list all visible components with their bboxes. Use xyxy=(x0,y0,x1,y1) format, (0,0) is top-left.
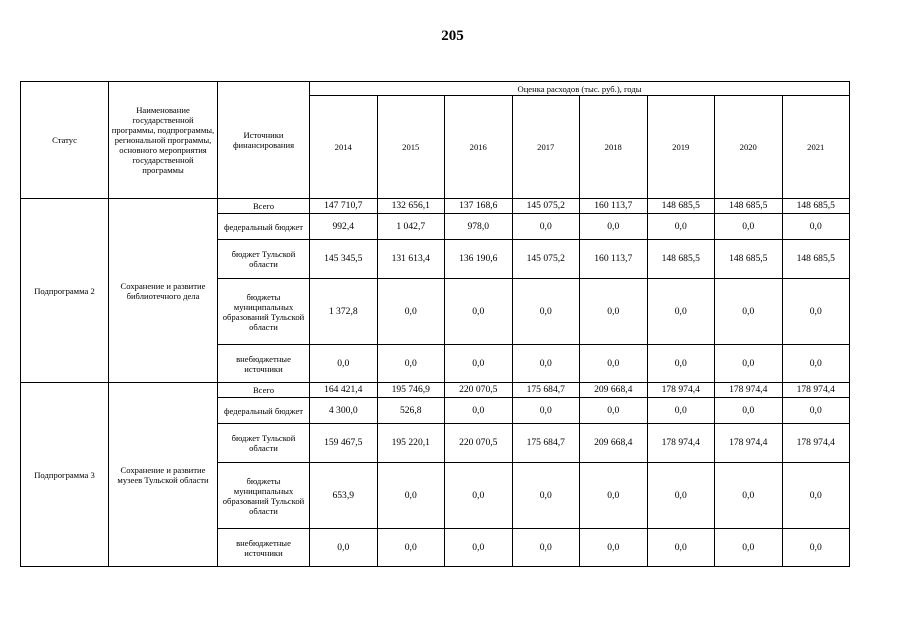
value-cell: 992,4 xyxy=(310,214,378,240)
funding-source-cell: Всего xyxy=(218,383,310,398)
value-cell: 0,0 xyxy=(445,529,513,567)
value-cell: 0,0 xyxy=(512,345,580,383)
value-cell: 148 685,5 xyxy=(647,240,715,279)
value-cell: 145 075,2 xyxy=(512,199,580,214)
value-cell: 178 974,4 xyxy=(715,424,783,463)
table-row xyxy=(21,383,850,398)
value-cell: 137 168,6 xyxy=(445,199,513,214)
value-cell: 0,0 xyxy=(445,345,513,383)
funding-source-cell: внебюджетные источники xyxy=(218,345,310,383)
value-cell: 0,0 xyxy=(782,463,850,529)
value-cell: 0,0 xyxy=(512,529,580,567)
value-cell: 4 300,0 xyxy=(310,398,378,424)
value-cell: 0,0 xyxy=(782,345,850,383)
value-cell: 178 974,4 xyxy=(715,383,783,398)
subprogram-status-cell: Подпрограмма 2 xyxy=(21,199,109,383)
value-cell: 175 684,7 xyxy=(512,383,580,398)
table-row xyxy=(21,199,850,214)
value-cell: 209 668,4 xyxy=(580,383,648,398)
value-cell: 148 685,5 xyxy=(782,199,850,214)
value-cell: 0,0 xyxy=(715,463,783,529)
value-cell: 0,0 xyxy=(782,398,850,424)
value-cell: 0,0 xyxy=(715,279,783,345)
value-cell: 0,0 xyxy=(715,398,783,424)
value-cell: 1 042,7 xyxy=(377,214,445,240)
funding-source-cell: бюджет Тульской области xyxy=(218,424,310,463)
value-cell: 160 113,7 xyxy=(580,240,648,279)
header-program-name: Наименование государственной программы, подпрограммы, региональной программы, основного мероприятия государственной программы xyxy=(109,82,218,199)
value-cell: 0,0 xyxy=(580,214,648,240)
funding-source-cell: бюджет Тульской области xyxy=(218,240,310,279)
funding-source-cell: федеральный бюджет xyxy=(218,398,310,424)
header-sources: Источники финансирования xyxy=(218,82,310,199)
value-cell: 148 685,5 xyxy=(715,240,783,279)
value-cell: 147 710,7 xyxy=(310,199,378,214)
value-cell: 195 746,9 xyxy=(377,383,445,398)
header-year: 2015 xyxy=(377,96,445,199)
value-cell: 0,0 xyxy=(782,279,850,345)
header-status: Статус xyxy=(21,82,109,199)
value-cell: 0,0 xyxy=(647,279,715,345)
header-year: 2018 xyxy=(580,96,648,199)
subprogram-name-cell: Сохранение и развитие библиотечного дела xyxy=(109,199,218,383)
budget-table xyxy=(20,81,850,567)
header-year: 2017 xyxy=(512,96,580,199)
value-cell: 178 974,4 xyxy=(647,383,715,398)
value-cell: 0,0 xyxy=(512,463,580,529)
value-cell: 0,0 xyxy=(377,279,445,345)
value-cell: 0,0 xyxy=(445,398,513,424)
header-year: 2020 xyxy=(715,96,783,199)
value-cell: 0,0 xyxy=(580,345,648,383)
header-year: 2016 xyxy=(445,96,513,199)
value-cell: 0,0 xyxy=(580,529,648,567)
value-cell: 0,0 xyxy=(580,463,648,529)
funding-source-cell: бюджеты муниципальных образований Тульской области xyxy=(218,279,310,345)
value-cell: 0,0 xyxy=(647,398,715,424)
value-cell: 195 220,1 xyxy=(377,424,445,463)
value-cell: 0,0 xyxy=(647,529,715,567)
value-cell: 175 684,7 xyxy=(512,424,580,463)
value-cell: 160 113,7 xyxy=(580,199,648,214)
value-cell: 164 421,4 xyxy=(310,383,378,398)
value-cell: 131 613,4 xyxy=(377,240,445,279)
value-cell: 136 190,6 xyxy=(445,240,513,279)
value-cell: 0,0 xyxy=(310,529,378,567)
value-cell: 132 656,1 xyxy=(377,199,445,214)
page-number: 205 xyxy=(441,28,464,44)
value-cell: 0,0 xyxy=(310,345,378,383)
value-cell: 1 372,8 xyxy=(310,279,378,345)
value-cell: 0,0 xyxy=(512,279,580,345)
value-cell: 0,0 xyxy=(715,345,783,383)
value-cell: 0,0 xyxy=(445,463,513,529)
value-cell: 148 685,5 xyxy=(715,199,783,214)
subprogram-status-cell: Подпрограмма 3 xyxy=(21,383,109,567)
value-cell: 220 070,5 xyxy=(445,383,513,398)
value-cell: 978,0 xyxy=(445,214,513,240)
value-cell: 159 467,5 xyxy=(310,424,378,463)
value-cell: 0,0 xyxy=(782,529,850,567)
funding-source-cell: Всего xyxy=(218,199,310,214)
value-cell: 209 668,4 xyxy=(580,424,648,463)
value-cell: 526,8 xyxy=(377,398,445,424)
header-row-top xyxy=(21,82,850,96)
value-cell: 0,0 xyxy=(377,529,445,567)
funding-source-cell: внебюджетные источники xyxy=(218,529,310,567)
value-cell: 0,0 xyxy=(715,214,783,240)
value-cell: 653,9 xyxy=(310,463,378,529)
header-year: 2021 xyxy=(782,96,850,199)
header-estimate: Оценка расходов (тыс. руб.), годы xyxy=(310,82,850,96)
value-cell: 0,0 xyxy=(580,398,648,424)
value-cell: 0,0 xyxy=(647,463,715,529)
value-cell: 148 685,5 xyxy=(647,199,715,214)
value-cell: 178 974,4 xyxy=(647,424,715,463)
value-cell: 0,0 xyxy=(715,529,783,567)
value-cell: 178 974,4 xyxy=(782,424,850,463)
header-year: 2014 xyxy=(310,96,378,199)
value-cell: 145 345,5 xyxy=(310,240,378,279)
value-cell: 220 070,5 xyxy=(445,424,513,463)
value-cell: 0,0 xyxy=(580,279,648,345)
value-cell: 0,0 xyxy=(512,214,580,240)
value-cell: 178 974,4 xyxy=(782,383,850,398)
value-cell: 0,0 xyxy=(647,214,715,240)
value-cell: 0,0 xyxy=(782,214,850,240)
value-cell: 148 685,5 xyxy=(782,240,850,279)
value-cell: 0,0 xyxy=(647,345,715,383)
value-cell: 0,0 xyxy=(377,345,445,383)
header-year: 2019 xyxy=(647,96,715,199)
value-cell: 0,0 xyxy=(445,279,513,345)
funding-source-cell: федеральный бюджет xyxy=(218,214,310,240)
value-cell: 0,0 xyxy=(512,398,580,424)
value-cell: 145 075,2 xyxy=(512,240,580,279)
value-cell: 0,0 xyxy=(377,463,445,529)
funding-source-cell: бюджеты муниципальных образований Тульской области xyxy=(218,463,310,529)
subprogram-name-cell: Сохранение и развитие музеев Тульской области xyxy=(109,383,218,567)
